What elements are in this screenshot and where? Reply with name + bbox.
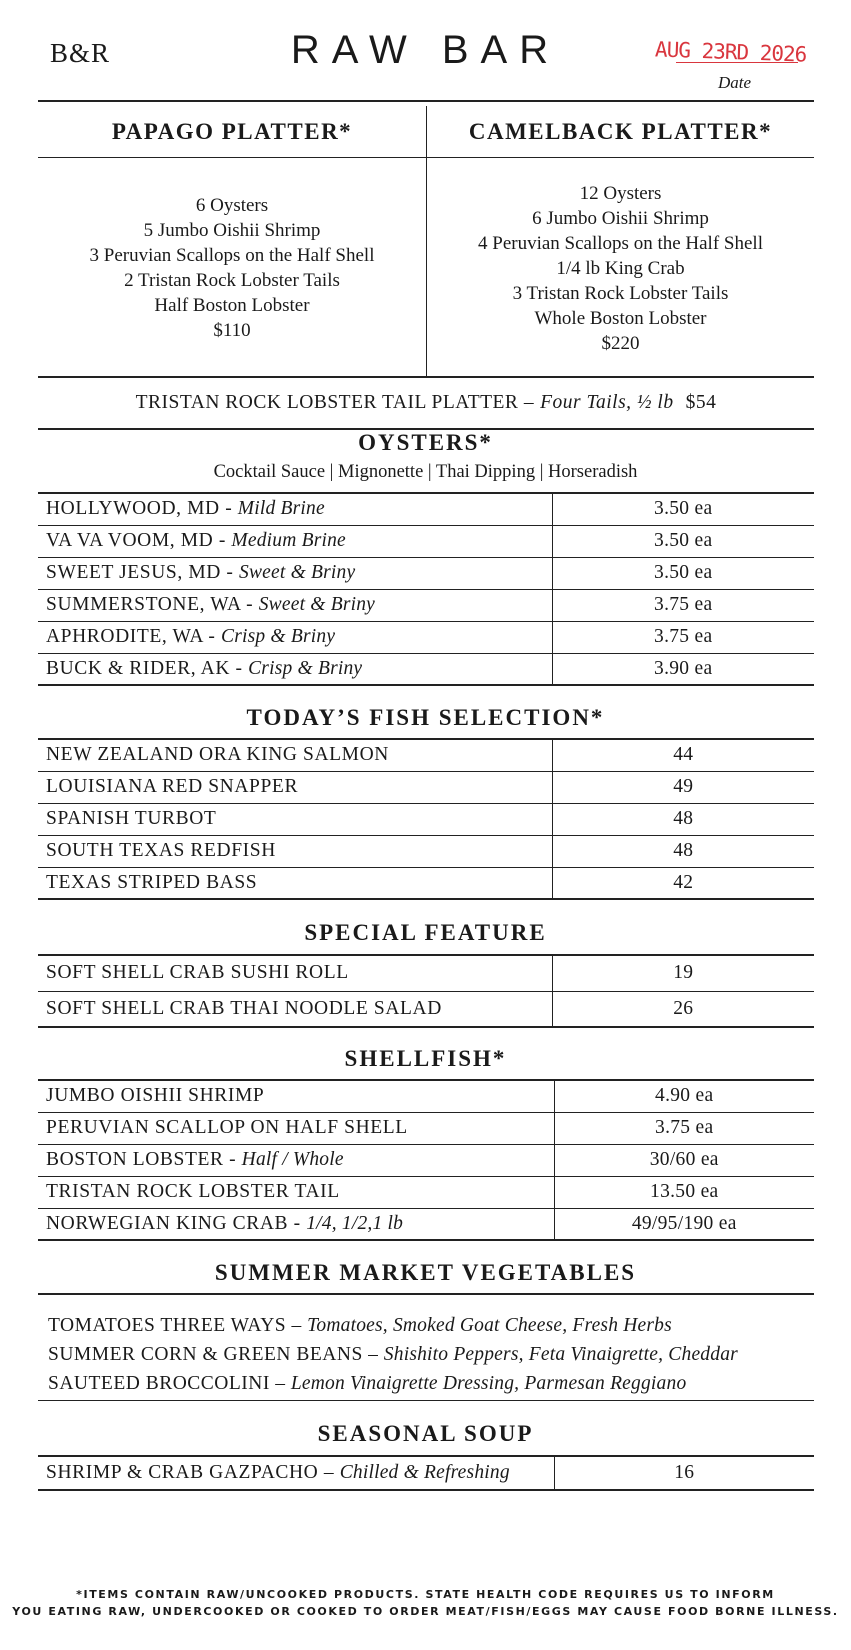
oysters-heading: OYSTERS* — [358, 430, 493, 455]
item-price: 49 — [552, 771, 814, 803]
tristan-platter-row — [38, 378, 814, 430]
table-row — [38, 835, 814, 867]
table-row — [38, 803, 814, 835]
item-description: Medium Brine — [231, 530, 346, 551]
item-price: 48 — [552, 803, 814, 835]
list-item — [48, 1369, 814, 1398]
shellfish-heading: SHELLFISH* — [344, 1046, 507, 1071]
item-price: 3.90 ea — [552, 653, 814, 685]
table-row — [38, 1144, 814, 1176]
date-underline — [676, 62, 798, 63]
item-price: 16 — [554, 1456, 814, 1490]
item-cell — [38, 557, 552, 589]
item-name: PERUVIAN SCALLOP ON HALF SHELL — [46, 1117, 408, 1138]
header-divider — [38, 100, 814, 102]
platter-price: $110 — [213, 320, 251, 341]
item-cell — [38, 493, 552, 525]
oysters-table — [38, 492, 814, 686]
item-name: SUMMERSTONE, WA - — [46, 594, 254, 615]
item-name: VA VA VOOM, MD - — [46, 530, 226, 551]
platter-item: 3 Peruvian Scallops on the Half Shell — [89, 245, 375, 266]
item-cell — [38, 1176, 554, 1208]
item-name: BOSTON LOBSTER - — [46, 1149, 237, 1170]
item-name: BUCK & RIDER, AK - — [46, 657, 243, 679]
table-row — [38, 1208, 814, 1240]
date-stamp: AUG 23RD 2026 — [654, 37, 807, 67]
soup-heading: SEASONAL SOUP — [317, 1421, 534, 1446]
item-name: SOFT SHELL CRAB SUSHI ROLL — [38, 955, 552, 991]
table-row — [38, 1176, 814, 1208]
list-item — [48, 1340, 814, 1369]
soup-table — [38, 1455, 814, 1491]
fish-table — [38, 738, 814, 900]
date-label: Date — [718, 73, 752, 92]
item-description: Sweet & Briny — [258, 594, 376, 615]
platter-item: 2 Tristan Rock Lobster Tails — [124, 270, 340, 291]
item-name: HOLLYWOOD, MD - — [46, 498, 233, 520]
platter-item: 5 Jumbo Oishii Shrimp — [143, 220, 321, 241]
platter-item: Half Boston Lobster — [154, 295, 310, 316]
table-row — [38, 739, 814, 771]
item-cell — [38, 653, 552, 685]
platter-items — [38, 158, 426, 378]
item-name: SOFT SHELL CRAB THAI NOODLE SALAD — [38, 991, 552, 1027]
table-row — [38, 1112, 814, 1144]
item-price: 48 — [552, 835, 814, 867]
platter-item: 4 Peruvian Scallops on the Half Shell — [478, 232, 763, 254]
page-title: RAW BAR — [290, 28, 561, 72]
item-cell — [38, 1144, 554, 1176]
item-name: NORWEGIAN KING CRAB - — [46, 1212, 301, 1234]
item-price: 26 — [552, 991, 814, 1027]
table-row — [38, 589, 814, 621]
oysters-sauces: Cocktail Sauce | Mignonette | Thai Dipping | Horseradish — [213, 462, 638, 482]
item-price: 44 — [552, 739, 814, 771]
item-description: Chilled & Refreshing — [339, 1462, 510, 1483]
table-row — [38, 525, 814, 557]
item-name: TRISTAN ROCK LOBSTER TAIL PLATTER – — [135, 392, 535, 413]
item-cell — [38, 1456, 554, 1490]
table-row — [38, 1456, 814, 1490]
item-price: 3.75 ea — [554, 1112, 814, 1144]
fish-heading: TODAY’S FISH SELECTION* — [246, 705, 605, 730]
item-price: 3.50 ea — [552, 557, 814, 589]
item-name: TEXAS STRIPED BASS — [38, 867, 552, 899]
item-name: APHRODITE, WA - — [46, 626, 216, 647]
platter-item: 6 Jumbo Oishii Shrimp — [532, 207, 709, 229]
table-row — [38, 557, 814, 589]
vegetables-heading: SUMMER MARKET VEGETABLES — [214, 1260, 637, 1285]
item-name: SPANISH TURBOT — [38, 803, 552, 835]
item-cell — [38, 525, 552, 557]
item-price: 4.90 ea — [554, 1080, 814, 1112]
item-cell — [38, 1208, 554, 1240]
item-name: TRISTAN ROCK LOBSTER TAIL — [46, 1181, 340, 1202]
item-price: 13.50 ea — [554, 1176, 814, 1208]
platter-papago — [38, 106, 426, 378]
health-disclaimer — [0, 1586, 851, 1620]
vegetables-list — [38, 1293, 814, 1401]
item-name: TOMATOES THREE WAYS – — [48, 1315, 302, 1336]
item-name: JUMBO OISHII SHRIMP — [46, 1085, 265, 1107]
item-description: Half / Whole — [241, 1149, 344, 1170]
platter-item: Whole Boston Lobster — [534, 307, 707, 329]
table-row — [38, 493, 814, 525]
item-name: LOUISIANA RED SNAPPER — [38, 771, 552, 803]
item-cell — [38, 1112, 554, 1144]
item-name: SUMMER CORN & GREEN BEANS – — [48, 1344, 379, 1365]
platter-item: 3 Tristan Rock Lobster Tails — [512, 282, 729, 304]
item-price: $54 — [685, 392, 717, 413]
table-row — [38, 771, 814, 803]
item-description: Crisp & Briny — [221, 626, 336, 647]
disclaimer-line: *ITEMS CONTAIN RAW/UNCOOKED PRODUCTS. STATE HEALTH CODE REQUIRES US TO INFORM — [76, 1588, 775, 1601]
platter-title: CAMELBACK PLATTER* — [427, 106, 814, 158]
platter-title: PAPAGO PLATTER* — [38, 106, 426, 158]
item-price: 3.50 ea — [552, 525, 814, 557]
item-cell — [38, 621, 552, 653]
item-name: SAUTEED BROCCOLINI – — [48, 1373, 286, 1394]
platter-item: 12 Oysters — [579, 182, 662, 204]
item-price: 3.75 ea — [552, 621, 814, 653]
platter-items — [427, 158, 814, 378]
item-description: 1/4, 1/2,1 lb — [306, 1212, 404, 1234]
item-description: Tomatoes, Smoked Goat Cheese, Fresh Herbs — [307, 1315, 672, 1336]
table-row — [38, 653, 814, 685]
item-description: Mild Brine — [237, 498, 325, 520]
item-cell — [38, 589, 552, 621]
platter-camelback — [426, 106, 814, 378]
shellfish-table — [38, 1079, 814, 1241]
item-price: 19 — [552, 955, 814, 991]
platter-price: $220 — [601, 332, 640, 354]
item-cell — [38, 1080, 554, 1112]
item-name: SWEET JESUS, MD - — [46, 562, 234, 583]
table-row — [38, 955, 814, 991]
platters-section — [38, 106, 814, 378]
item-name: SOUTH TEXAS REDFISH — [38, 835, 552, 867]
item-price: 49/95/190 ea — [554, 1208, 814, 1240]
item-name: SHRIMP & CRAB GAZPACHO – — [46, 1462, 335, 1483]
special-table — [38, 954, 814, 1028]
table-row — [38, 1080, 814, 1112]
item-price: 42 — [552, 867, 814, 899]
table-row — [38, 621, 814, 653]
special-heading: SPECIAL FEATURE — [304, 920, 547, 945]
table-row — [38, 867, 814, 899]
item-description: Sweet & Briny — [239, 562, 356, 583]
item-price: 30/60 ea — [554, 1144, 814, 1176]
platter-item: 6 Oysters — [195, 195, 269, 216]
item-name: NEW ZEALAND ORA KING SALMON — [38, 739, 552, 771]
disclaimer-line: YOU EATING RAW, UNDERCOOKED OR COOKED TO ORDER MEAT/FISH/EGGS MAY CAUSE FOOD BORNE ILLNESS. — [12, 1605, 839, 1618]
platter-item: 1/4 lb King Crab — [556, 257, 685, 279]
table-row — [38, 991, 814, 1027]
item-price: 3.50 ea — [552, 493, 814, 525]
item-description: Crisp & Briny — [248, 657, 363, 679]
item-price: 3.75 ea — [552, 589, 814, 621]
item-description: Lemon Vinaigrette Dressing, Parmesan Reggiano — [290, 1373, 687, 1394]
item-description: Shishito Peppers, Feta Vinaigrette, Cheddar — [383, 1344, 738, 1365]
item-description: Four Tails, ½ lb — [540, 392, 674, 413]
list-item — [48, 1311, 814, 1340]
menu-header — [0, 0, 851, 106]
restaurant-logo: B&R — [50, 38, 111, 68]
